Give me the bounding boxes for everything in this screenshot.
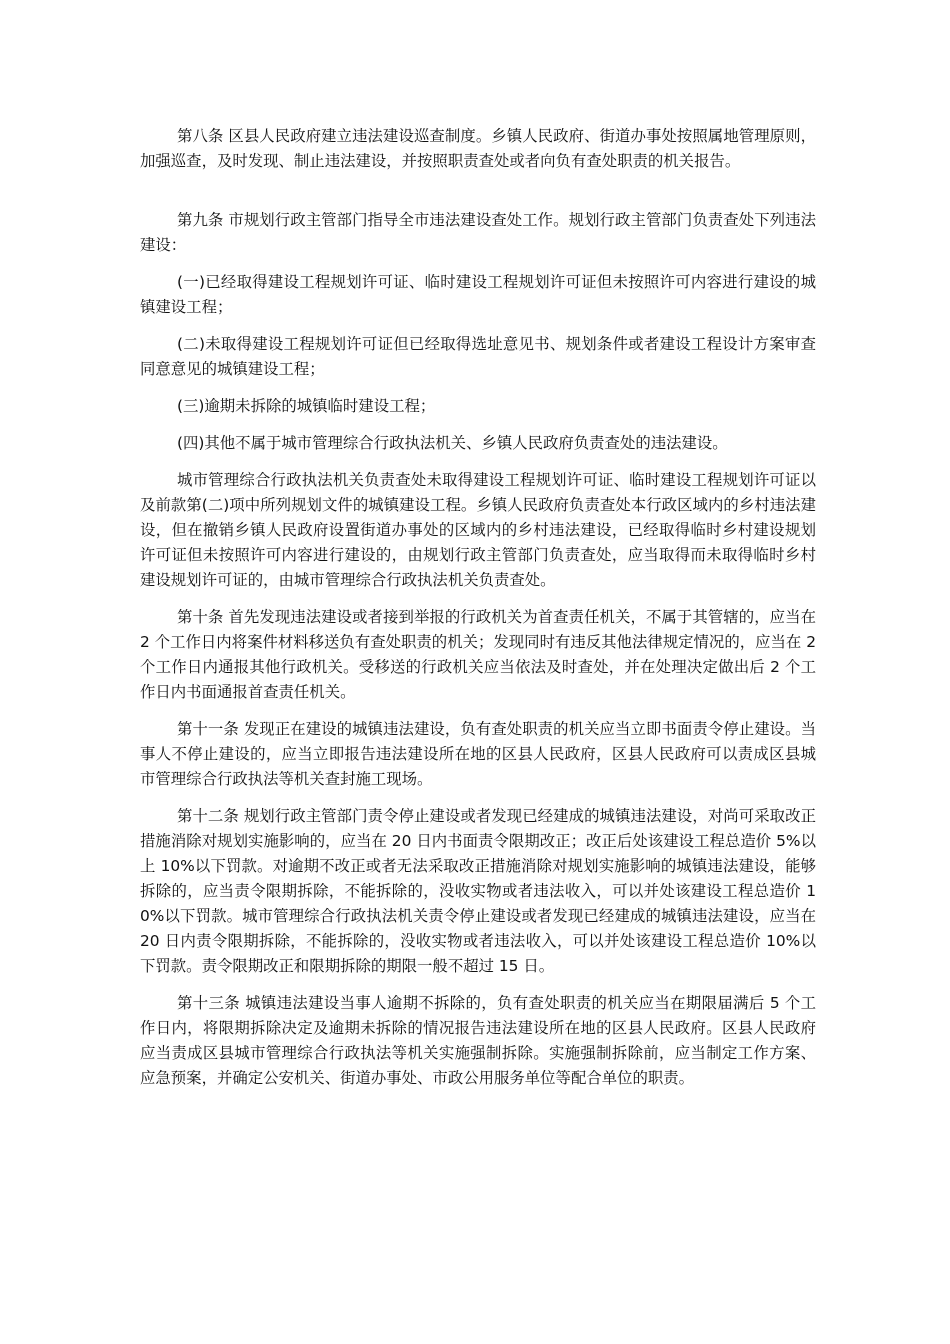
article-9-item-2: (二)未取得建设工程规划许可证但已经取得选址意见书、规划条件或者建设工程设计方案审查同意意见的城镇建设工程； [140,335,816,378]
article-9-item-4: (四)其他不属于城市管理综合行政执法机关、乡镇人民政府负责查处的违法建设。 [177,434,728,452]
article-9-second-paragraph: 城市管理综合行政执法机关负责查处未取得建设工程规划许可证、临时建设工程规划许可证以及前款第(二)项中所列规划文件的城镇建设工程。乡镇人民政府负责查处本行政区域内的乡村违法建设，但在撤销乡镇人民政府设置街道办事处的区域内的乡村违法建设，已经取得临时乡村建设规划许可证但未按照许可内容进行建设的，由规划行政主管部门负责查处，应当取得而未取得临时乡村建设规划许可证的，由城市管理综合行政执法机关负责查处。 [140,471,816,589]
article-9-item-1: (一)已经取得建设工程规划许可证、临时建设工程规划许可证但未按照许可内容进行建设的城镇建设工程； [140,273,816,316]
article-9-item-3: (三)逾期未拆除的城镇临时建设工程； [177,397,436,415]
article-12-paragraph: 第十二条 规划行政主管部门责令停止建设或者发现已经建成的城镇违法建设，对尚可采取改正措施消除对规划实施影响的，应当在 20 日内书面责令限期改正；改正后处该建设工程总造价 5%以上 10%以下罚款。对逾期不改正或者无法采取改正措施消除对规划实施影响的城镇违法建设，能够拆除的，应当责令限期拆除，不能拆除的，没收实物或者违法收入，可以并处该建设工程总造价 10%以下罚款。城市管理综合行政执法机关责令停止建设或者发现已经建成的城镇违法建设，应当在 20 日内责令限期拆除，不能拆除的，没收实物或者违法收入，可以并处该建设工程总造价 10%以下罚款。责令限期改正和限期拆除的期限一般不超过 15 日。 [140,807,816,975]
document-body [140,124,816,1091]
article-8-paragraph: 第八条 区县人民政府建立违法建设巡查制度。乡镇人民政府、街道办事处按照属地管理原则，加强巡查，及时发现、制止违法建设，并按照职责查处或者向负有查处职责的机关报告。 [140,127,816,170]
article-13-paragraph: 第十三条 城镇违法建设当事人逾期不拆除的，负有查处职责的机关应当在期限届满后 5 个工作日内，将限期拆除决定及逾期未拆除的情况报告违法建设所在地的区县人民政府。区县人民政府应当责成区县城市管理综合行政执法等机关实施强制拆除。实施强制拆除前，应当制定工作方案、应急预案，并确定公安机关、街道办事处、市政公用服务单位等配合单位的职责。 [140,994,816,1087]
article-10-paragraph: 第十条 首先发现违法建设或者接到举报的行政机关为首查责任机关，不属于其管辖的，应当在 2 个工作日内将案件材料移送负有查处职责的机关；发现同时有违反其他法律规定情况的，应当在 2 个工作日内通报其他行政机关。受移送的行政机关应当依法及时查处，并在处理决定做出后 2 个工作日内书面通报首查责任机关。 [140,608,816,701]
article-11-paragraph: 第十一条 发现正在建设的城镇违法建设，负有查处职责的机关应当立即书面责令停止建设。当事人不停止建设的，应当立即报告违法建设所在地的区县人民政府，区县人民政府可以责成区县城市管理综合行政执法等机关查封施工现场。 [140,720,816,788]
article-9-paragraph: 第九条 市规划行政主管部门指导全市违法建设查处工作。规划行政主管部门负责查处下列违法建设： [140,211,816,254]
